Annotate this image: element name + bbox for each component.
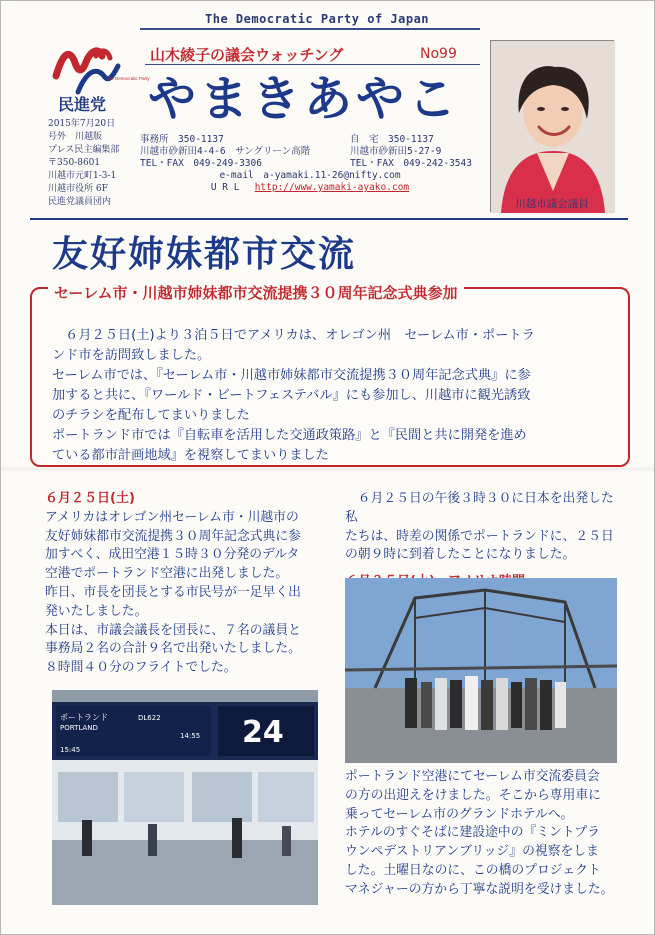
- event-line: ンド市を訪問致しました。: [52, 348, 211, 363]
- party-english-name: The Democratic Party of Japan: [205, 12, 430, 26]
- portrait-illustration: [491, 41, 615, 213]
- airport-illustration: [52, 690, 318, 905]
- event-heading: セーレム市・川越市姉妹都市交流提携３０周年記念式典参加: [48, 282, 464, 303]
- board-time2: 15:45: [60, 746, 81, 754]
- contact-row-zip: [140, 134, 480, 146]
- event-line: セーレム市では、『セーレム市・川越市姉妹都市交流提携３０周年記念式典』に参: [52, 368, 531, 383]
- home-address: 川越市砂新田5-27-9: [350, 146, 442, 157]
- party-japanese-name: 民進党: [58, 95, 107, 114]
- airport-departure-photo: [52, 690, 318, 905]
- event-summary-text: [52, 326, 627, 466]
- newsletter-subtitle: 山木綾子の議会ウォッチング: [150, 46, 344, 64]
- issue-number: No99: [420, 46, 457, 62]
- paper-fold: [0, 466, 655, 472]
- left-line: アメリカはオレゴン州セーレム市・川越市の: [45, 509, 299, 525]
- pub-building: 川越市役所 6F: [48, 184, 108, 194]
- portrait-photo: [490, 40, 614, 212]
- newsletter-title: やまきあやこ: [148, 71, 461, 127]
- pub-editor: プレス民主編集部: [48, 145, 120, 155]
- board-gate: 24: [242, 715, 284, 750]
- top-divider: [140, 28, 480, 30]
- portland-group-photo: [345, 578, 617, 763]
- left-line: 加すべく、成田空港１５時３０分発のデルタ: [45, 547, 300, 563]
- right-line: の朝９時に到着したことになりました。: [345, 547, 576, 563]
- right-line: の方の出迎えをけました。そこから専用車に: [345, 787, 601, 803]
- logo-text: The Democratic Party: [106, 76, 150, 81]
- board-time: 14:55: [180, 732, 201, 740]
- right-line: たちは、時差の関係でポートランドに、２５日: [345, 528, 614, 544]
- pub-zip: 〒350-8601: [48, 158, 101, 168]
- event-line: ポートランド市では『自転車を活用した交通政策路』と『民間と共に開発を進め: [52, 428, 527, 443]
- header-divider: [30, 218, 628, 220]
- office-zip: 事務所 350-1137: [140, 134, 224, 145]
- right-line: ウンペデストリアンブリッジ』の視察をしま: [345, 844, 599, 860]
- portrait-caption: 川越市議会議員: [515, 198, 589, 210]
- email: e-mail a-yamaki.11-26@nifty.com: [219, 170, 401, 181]
- url-label: U R L: [210, 182, 240, 193]
- pub-office: 民進党議員団内: [48, 197, 112, 207]
- publication-info: [48, 118, 140, 209]
- event-line: 加すると共に、『ワールド・ビートフェステバル』にも参加し、川越市に観光誘致: [52, 388, 531, 403]
- home-tel: TEL・FAX 049-242-3543: [350, 158, 472, 169]
- url-row: [140, 182, 480, 194]
- home-zip: 自 宅 350-1137: [350, 134, 434, 145]
- pub-address: 川越市元町1-3-1: [48, 171, 117, 181]
- left-column: [45, 490, 320, 678]
- group-people: [405, 676, 566, 730]
- event-line: ている都市計画地域』を視察してまいりました: [52, 448, 329, 463]
- contact-row-address: [140, 146, 480, 158]
- right-line: ポートランド空港にてセーレム市交流委員会: [345, 769, 600, 784]
- right-line: マネジャーの方から丁寧な説明を受けました。: [345, 881, 614, 897]
- left-line: 本日は、市議会議長を団長に、７名の議員と: [45, 622, 301, 638]
- pub-edition: 号外 川越版: [48, 132, 103, 142]
- event-line: ６月２５日(土)より３泊５日でアメリカは、オレゴン州 セーレム市・ポートラ: [52, 328, 535, 343]
- left-line: 発いたしました。: [45, 603, 148, 619]
- pub-date: 2015年7月20日: [48, 119, 116, 129]
- left-line: ８時間４０分のフライトでした。: [45, 660, 237, 676]
- left-column-date: ６月２５日(土): [45, 491, 135, 506]
- left-line: 事務局２名の合計９名で出発いたしました。: [45, 641, 301, 657]
- event-line: のチラシを配布してまいりました: [52, 408, 250, 423]
- board-destination: ポートランド: [60, 713, 108, 722]
- office-tel: TEL・FAX 049-249-3306: [140, 158, 262, 169]
- website-link[interactable]: http://www.yamaki-ayako.com: [254, 182, 410, 193]
- group-illustration: [345, 578, 617, 763]
- right-column-bottom: [345, 768, 625, 900]
- right-line: ６月２５日の午後３時３０に日本を出発した私: [345, 491, 614, 525]
- office-address: 川越市砂新田4-4-6 サングリーン高階: [140, 146, 311, 157]
- right-line: した。土曜日なのに、この橋のプロジェクト: [345, 862, 601, 878]
- left-line: 昨日、市長を団長とする市民号が一足早く出: [45, 584, 301, 600]
- main-headline: 友好姉妹都市交流: [52, 234, 357, 275]
- board-flight: DL622: [138, 714, 161, 722]
- board-destination-en: PORTLAND: [60, 724, 98, 732]
- right-line: ホテルのすぐそばに建設途中の『ミントプラ: [345, 825, 600, 841]
- right-line: 乗ってセーレム市のグランドホテルへ。: [345, 806, 574, 822]
- left-line: 友好姉妹都市交流提携３０周年記念式典に参: [45, 528, 301, 544]
- left-line: 空港でポートランド空港に出発しました。: [45, 566, 289, 582]
- contact-block: [140, 134, 480, 194]
- contact-row-tel: [140, 158, 480, 170]
- subtitle-divider: [145, 64, 480, 65]
- right-column: [345, 490, 620, 592]
